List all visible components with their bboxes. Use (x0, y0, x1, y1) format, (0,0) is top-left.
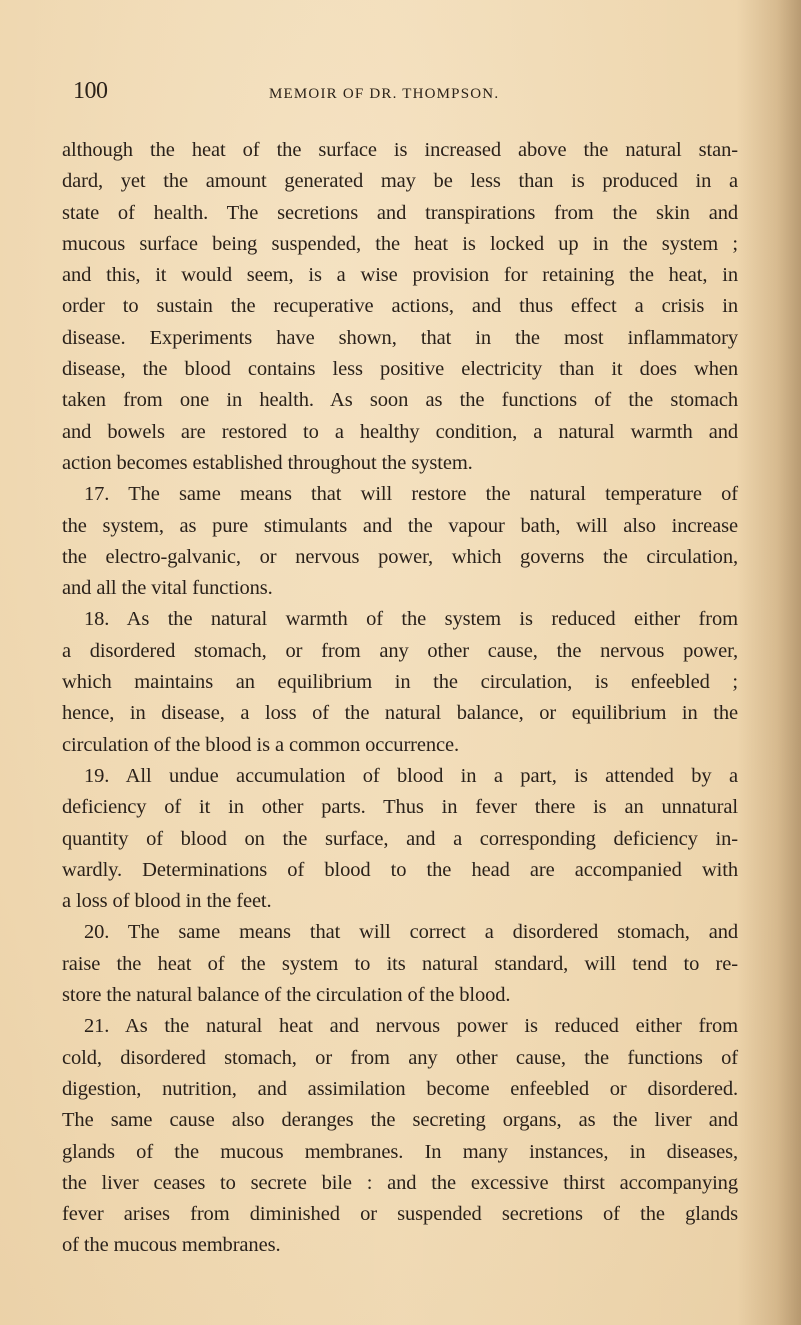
text-line: disease. Experiments have shown, that in the most inflammatory (62, 326, 738, 349)
text-line: raise the heat of the system to its natural standard, will tend to re- (62, 952, 738, 975)
text-line: deficiency of it in other parts. Thus in fever there is an unnatural (62, 796, 738, 819)
paragraph-21 (62, 1011, 738, 1261)
paragraph-18 (62, 604, 738, 760)
text-line: the electro-galvanic, or nervous power, which governs the circulation, (62, 545, 738, 568)
text-line: the liver ceases to secrete bile : and the excessive thirst accompanying (62, 1171, 738, 1194)
text-line: a disordered stomach, or from any other cause, the nervous power, (62, 639, 738, 662)
page-number: 100 (73, 78, 108, 104)
text-line: store the natural balance of the circulation of the blood. (62, 984, 511, 1007)
text-line: circulation of the blood is a common occurrence. (62, 733, 460, 756)
text-line: and this, it would seem, is a wise provision for retaining the heat, in (62, 264, 738, 287)
text-line: The same cause also deranges the secreting organs, as the liver and (62, 1109, 738, 1132)
text-line: 21. As the natural heat and nervous power is reduced either from (84, 1015, 738, 1038)
paragraph-20 (62, 917, 738, 1011)
body-text (62, 135, 738, 1262)
text-line: the system, as pure stimulants and the vapour bath, will also increase (62, 514, 738, 537)
text-line: and bowels are restored to a healthy condition, a natural warmth and (62, 420, 738, 443)
text-line: disease, the blood contains less positive electricity than it does when (62, 358, 738, 381)
text-line: state of health. The secretions and transpirations from the skin and (62, 201, 738, 224)
text-line: which maintains an equilibrium in the circulation, is enfeebled ; (62, 671, 738, 694)
text-line: mucous surface being suspended, the heat is locked up in the system ; (62, 232, 738, 255)
text-line: 20. The same means that will correct a disordered stomach, and (84, 921, 738, 944)
text-line: glands of the mucous membranes. In many instances, in diseases, (62, 1140, 738, 1163)
text-line: digestion, nutrition, and assimilation become enfeebled or disordered. (62, 1077, 738, 1100)
text-line: fever arises from diminished or suspended secretions of the glands (62, 1203, 738, 1226)
running-head: MEMOIR OF DR. THOMPSON. (269, 86, 500, 102)
text-line: and all the vital functions. (62, 577, 273, 600)
text-line: dard, yet the amount generated may be less than is produced in a (62, 170, 738, 193)
page-header (73, 78, 733, 106)
text-line: 18. As the natural warmth of the system is reduced either from (84, 608, 738, 631)
text-line: of the mucous membranes. (62, 1234, 281, 1257)
text-line: hence, in disease, a loss of the natural balance, or equilibrium in the (62, 702, 738, 725)
text-line: 17. The same means that will restore the natural temperature of (84, 483, 738, 506)
text-line: 19. All undue accumulation of blood in a part, is attended by a (84, 764, 738, 787)
text-line: a loss of blood in the feet. (62, 890, 272, 913)
text-line: action becomes established throughout the system. (62, 451, 473, 474)
text-line: wardly. Determinations of blood to the head are accompanied with (62, 858, 738, 881)
text-line: cold, disordered stomach, or from any other cause, the functions of (62, 1046, 738, 1069)
text-line: although the heat of the surface is increased above the natural stan- (62, 139, 738, 161)
paragraph-19 (62, 761, 738, 917)
text-line: taken from one in health. As soon as the functions of the stomach (62, 389, 738, 412)
text-line: order to sustain the recuperative actions, and thus effect a crisis in (62, 295, 738, 318)
paragraph-continuation (62, 135, 738, 479)
text-line: quantity of blood on the surface, and a corresponding deficiency in- (62, 827, 738, 850)
paragraph-17 (62, 479, 738, 604)
